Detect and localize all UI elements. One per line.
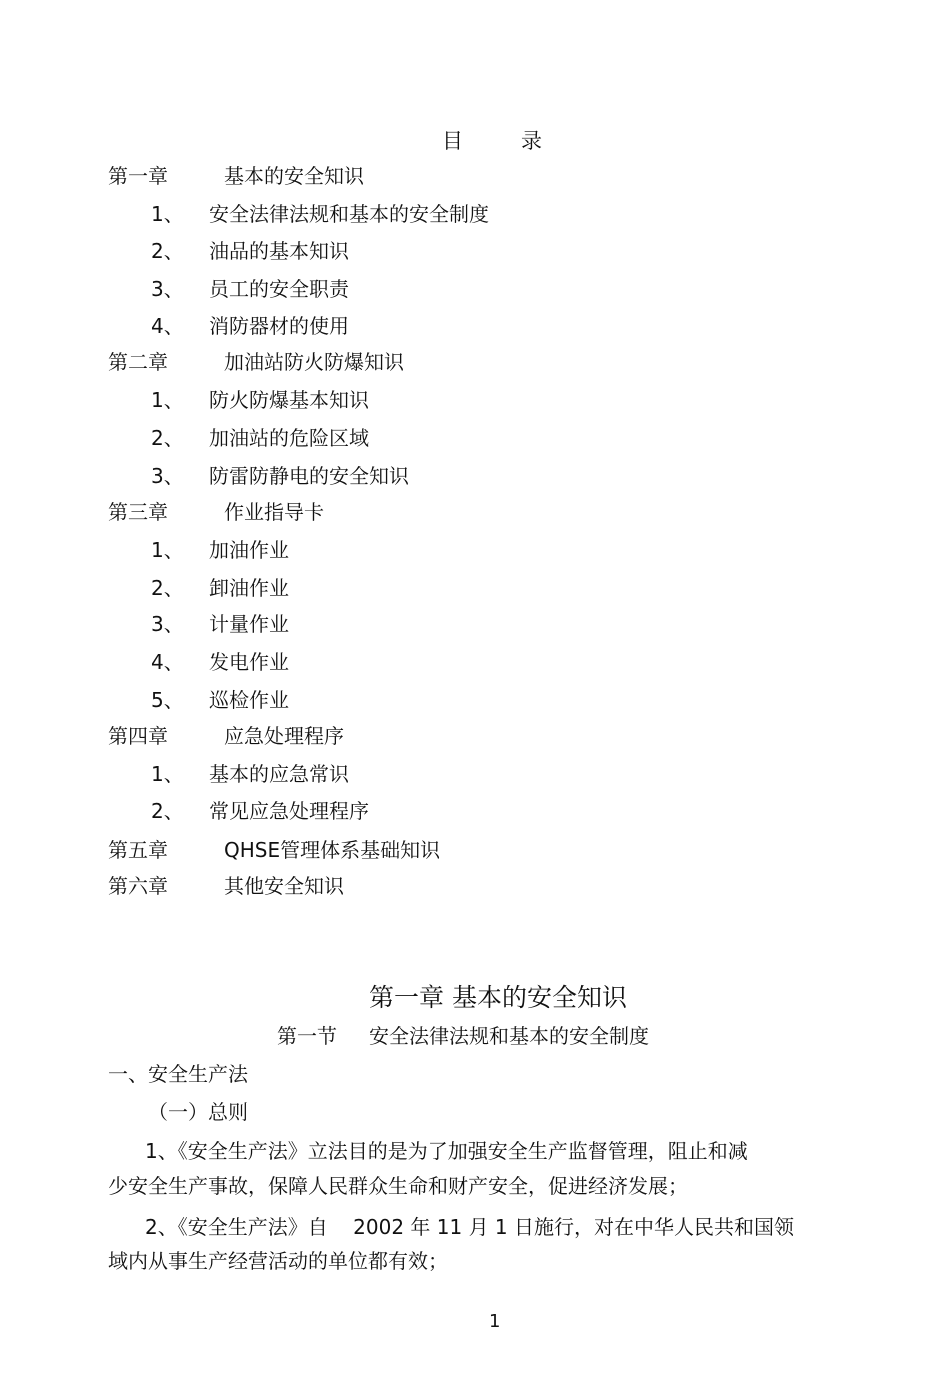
paragraph-line: 少安全生产事故，保障人民群众生命和财产安全，促进经济发展；	[108, 1174, 688, 1198]
paragraph-line: 域内从事生产经营活动的单位都有效；	[108, 1249, 448, 1273]
toc-item-text: 加油作业	[209, 538, 289, 562]
toc-item-number: 5、	[151, 688, 184, 712]
toc-item-number: 1、	[151, 388, 184, 412]
toc-item-text: 巡检作业	[209, 688, 289, 712]
toc-item-text: 计量作业	[209, 612, 289, 636]
toc-item-text: 安全法律法规和基本的安全制度	[209, 202, 489, 226]
toc-item-number: 4、	[151, 650, 184, 674]
toc-item-text: 发电作业	[209, 650, 289, 674]
toc-item-text: 员工的安全职责	[209, 277, 349, 301]
toc-item-number: 3、	[151, 612, 184, 636]
chapter-heading: 第一章 基本的安全知识	[369, 983, 627, 1012]
toc-chapter-title: 作业指导卡	[224, 500, 324, 524]
page-number: 1	[489, 1311, 501, 1332]
toc-item-text: 常见应急处理程序	[209, 799, 369, 823]
toc-title: 目录	[442, 129, 600, 153]
part-heading: 一、安全生产法	[108, 1062, 248, 1086]
toc-item-number: 3、	[151, 277, 184, 301]
paragraph-line: 1、《安全生产法》立法目的是为了加强安全生产监督管理，阻止和减	[145, 1139, 748, 1163]
toc-chapter-label: 第六章	[108, 874, 168, 898]
toc-chapter-label: 第一章	[108, 164, 168, 188]
toc-item-number: 4、	[151, 314, 184, 338]
toc-item-text: 油品的基本知识	[209, 239, 349, 263]
sub-heading: （一）总则	[148, 1100, 248, 1124]
toc-chapter-title: 加油站防火防爆知识	[224, 350, 404, 374]
toc-item-number: 3、	[151, 464, 184, 488]
section-label: 第一节	[277, 1024, 337, 1048]
toc-item-number: 2、	[151, 799, 184, 823]
toc-chapter-title: 应急处理程序	[224, 724, 344, 748]
toc-chapter-label: 第二章	[108, 350, 168, 374]
toc-item-number: 2、	[151, 239, 184, 263]
toc-chapter-title: QHSE管理体系基础知识	[224, 838, 441, 862]
section-heading	[277, 1023, 649, 1049]
toc-item-text: 基本的应急常识	[209, 762, 349, 786]
toc-item-text: 卸油作业	[209, 576, 289, 600]
toc-chapter-label: 第三章	[108, 500, 168, 524]
toc-chapter-label: 第四章	[108, 724, 168, 748]
toc-item-text: 消防器材的使用	[209, 314, 349, 338]
paragraph-line: 2、《安全生产法》自 2002 年 11 月 1 日施行，对在中华人民共和国领	[145, 1215, 795, 1239]
toc-chapter-label: 第五章	[108, 838, 168, 862]
toc-item-text: 加油站的危险区域	[209, 426, 369, 450]
toc-item-text: 防火防爆基本知识	[209, 388, 369, 412]
toc-item-number: 2、	[151, 576, 184, 600]
toc-item-text: 防雷防静电的安全知识	[209, 464, 409, 488]
toc-chapter-title: 其他安全知识	[224, 874, 344, 898]
toc-item-number: 2、	[151, 426, 184, 450]
toc-item-number: 1、	[151, 762, 184, 786]
section-title: 安全法律法规和基本的安全制度	[369, 1024, 649, 1048]
toc-item-number: 1、	[151, 538, 184, 562]
toc-item-number: 1、	[151, 202, 184, 226]
toc-chapter-title: 基本的安全知识	[224, 164, 364, 188]
